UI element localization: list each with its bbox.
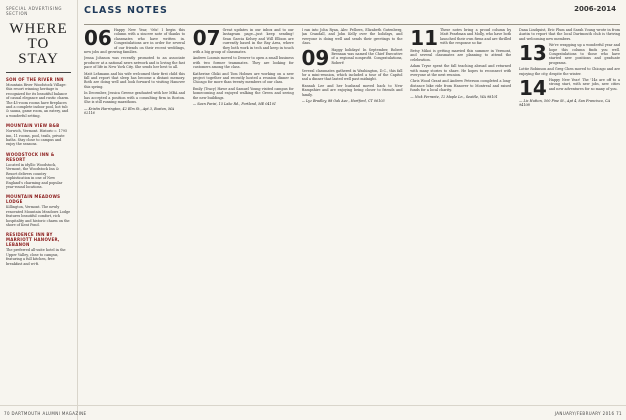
text-column — [519, 28, 620, 400]
footer-left-folio: 70 DARTMOUTH ALUMNI MAGAZINE — [4, 411, 87, 416]
class-year-numeral: 14 — [519, 78, 547, 98]
class-notes-section — [84, 0, 620, 420]
note-paragraph: Matt Lehmann and his wife welcomed their first child this fall and report that sleep has become a distant memory. Both are doing well and look forward to visiting Hanover this spring. — [84, 71, 185, 89]
listing-description: Norwich, Vermont. Historic c. 1795 inn, 11 rooms, pool, trails, private baths. Stay close to campus and enjoy the seasons. — [6, 129, 68, 147]
note-paragraph: Chris Wood Grant and Andrew Peterson completed a long-distance bike ride from Hanover to Montreal and raised funds for a local charity. — [410, 79, 512, 93]
listing-name: WOODSTOCK INN & RESORT — [6, 151, 55, 162]
note-paragraph: Great updates in our inbox and to our Instagram page—just keep sending! Sean Garcia Kelsey and Will Ellison are currently based in the Bay Area, where they both work in tech and keep in touch with a big group of classmates. — [192, 28, 294, 55]
note-paragraph: We're wrapping up a wonderful year and hope this column finds you well. Congratulations to those who have started new positions and graduate programs. — [548, 43, 620, 65]
listing-name: MOUNTAIN MEADOWS LODGE — [6, 194, 61, 205]
class-secretary-signature: — Nick Ferrante, 12 Maple Ln., Seattle, WA 98101 — [410, 94, 498, 99]
sidebar-listing — [6, 77, 71, 118]
text-column — [410, 28, 511, 400]
class-year-note — [410, 28, 511, 47]
class-year-note — [84, 28, 185, 54]
class-secretary-signature: — Kristin Harrington, 42 Elm St., Apt 3, Boston, MA 02116 — [84, 106, 175, 115]
listing-description: Located in idyllic Woodstock, Vermont, the Woodstock Inn & Resort delivers country sophistication in one of New England's charming and popular year-round locations. — [6, 162, 63, 189]
class-notes-columns — [84, 28, 620, 404]
sidebar-listing — [6, 152, 71, 189]
listing-name: RESIDENCE INN BY MARRIOTT HANOVER, LEBANON — [6, 232, 60, 248]
note-paragraph: I ran into John Ryan, Alec Fellows, Elizabeth Gutenberg, Jan Crandall, and John Kelly over the holidays, and everyone is doing well and sends their greetings to the class. — [301, 28, 403, 46]
class-year-note — [193, 28, 294, 54]
note-paragraph: Jenna Johnson was recently promoted to an associate producer at a national news network and is loving the fast pace of life in New York City. She sends her best to all. — [84, 56, 185, 70]
listing-description: Killington, Vermont. The newly renovated Mountain Meadows Lodge features beautiful comfort, rich hospitality and historic charm on the shore of Kent Pond. — [6, 205, 71, 227]
class-year-numeral: 11 — [410, 28, 439, 47]
section-years: 2006-2014 — [574, 5, 616, 13]
listing-name: MOUNTAIN VIEW B&B — [6, 123, 60, 129]
class-secretary-signature: — Liz Hutton, 500 Pine St., Apt 4, San Francisco, CA 94108 — [519, 99, 611, 108]
note-paragraph: Adam Tryse spent the fall teaching abroad and returned with many stories to share. He hopes to reconnect with everyone at the next reunion. — [410, 64, 512, 78]
class-secretary-signature: — Lyz Bradley, 88 Oak Ave., Hartford, CT 06103 — [301, 99, 385, 104]
listing-name: SON OF THE RIVER INN — [6, 77, 64, 82]
note-paragraph: Happy New Year, '06s! I begin this column with a sincere note of thanks to classmates who have written in. Congratulations are in order for several of our friends on their recent weddings, new jobs and growing families. — [84, 28, 185, 55]
class-year-numeral: 13 — [519, 43, 547, 66]
text-column — [84, 28, 185, 400]
note-paragraph: Hannah Lee and her husband moved back to New Hampshire and are enjoying being closer to friends and family. — [301, 83, 403, 97]
class-year-note — [519, 78, 620, 97]
note-paragraph: Happy holidays! In September, Robert Brennan was named the Chief Executive of a regional nonprofit. Congratulations, Robert! — [331, 47, 403, 65]
note-paragraph: Happy New Year! The '14s are off to a strong start, with new jobs, new cities and new adventures for so many of you. — [548, 78, 620, 91]
sidebar-divider — [6, 72, 71, 73]
listing-description: Mountain River Woodstock Village: this resort winning heritage is recognized for its beautiful balance of casual elegance and rustic charm. The 45-room rooms have fireplaces and a complete indoor pool, hot tub & sauna, game room, an eatery, and a wonderful setting. — [6, 83, 70, 118]
note-paragraph: Katherine Ghiki and Tom Holmes are working on a new project together and recently hosted a reunion dinner in Chicago for more than twenty members of our class. — [192, 71, 294, 85]
class-year-note — [302, 48, 403, 67]
class-year-numeral: 06 — [84, 28, 112, 50]
text-column — [302, 28, 403, 400]
note-paragraph: Emily (Tracy) Hawe and Samuel Young visited campus for homecoming and enjoyed walking the Green and seeing the new buildings. — [192, 86, 294, 100]
sidebar-listing — [6, 123, 71, 147]
class-year-numeral: 07 — [192, 28, 221, 50]
where-to-stay-sidebar — [0, 0, 78, 420]
class-year-numeral: 09 — [301, 47, 330, 67]
note-paragraph: Several classmates gathered in Washington, D.C., this fall for a mini-reunion, which included a tour of the Capitol and a dinner that lasted well past midnight. — [301, 68, 403, 82]
note-paragraph: Andrew Loomis moved to Denver to open a small business with two former teammates. They are looking for customers among the class. — [192, 56, 294, 70]
sidebar-listing — [6, 194, 71, 227]
section-header — [84, 0, 620, 25]
footer-right-folio: JANUARY/FEBRUARY 2016 71 — [554, 411, 622, 416]
note-paragraph: These notes bring a proud column by Matt Pearlman and Molly, who have both launched their own firms and are thrilled with the response so far. — [440, 28, 512, 46]
sidebar-title: WHERE TO STAY — [9, 21, 68, 67]
note-paragraph: Dana Lindquist, Eric Plum and Sarah Young wrote in from Austin to report that the local Dartmouth club is thriving and welcoming new members. — [519, 28, 620, 41]
note-paragraph: Lottie Robinson and Greg Chen moved to Chicago and are enjoying the city, despite the winter. — [519, 67, 620, 76]
text-column — [193, 28, 294, 400]
class-secretary-signature: — Sean Parisi, 15 Lake Rd., Portland, ME 04101 — [192, 102, 277, 107]
section-title: CLASS NOTES — [84, 5, 168, 16]
page-footer — [0, 405, 626, 420]
sidebar-kicker: SPECIAL ADVERTISING SECTION — [6, 6, 63, 16]
listing-description: The preferred all-suite hotel in the Upper Valley, close to campus, featuring a full kitchen, free breakfast and wi-fi. — [6, 248, 66, 266]
sidebar-entries — [6, 77, 71, 266]
class-year-note — [519, 43, 620, 65]
note-paragraph: Betsy Mikoi is getting married this summer in Vermont, and several classmates are planning to attend the celebration. — [410, 49, 512, 62]
sidebar-listing — [6, 232, 71, 266]
note-paragraph: In December, Jessica Greene graduated with her MBA and has accepted a position with a consulting firm in Boston. She is still running marathons. — [84, 91, 185, 105]
